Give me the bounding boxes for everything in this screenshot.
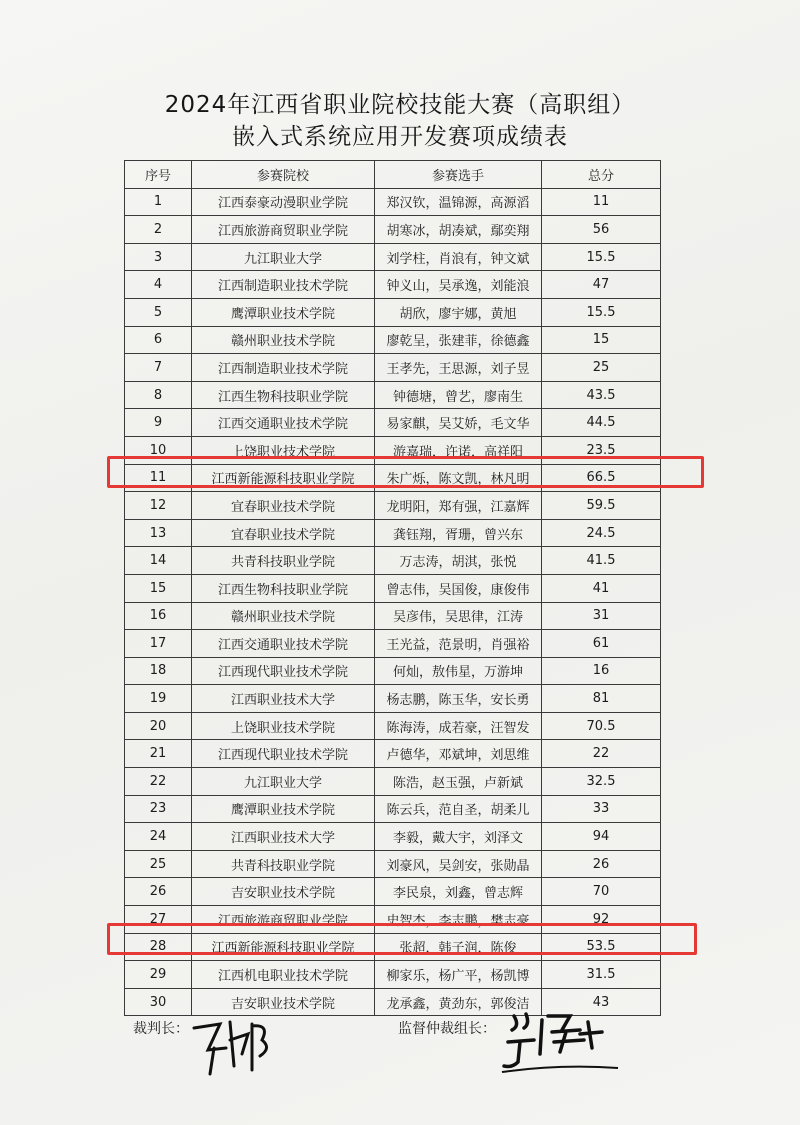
school-name: 鹰潭职业技术学院	[192, 298, 375, 326]
total-score: 25	[542, 354, 661, 382]
supervisor-label: 监督仲裁组长：	[398, 1021, 496, 1037]
highlight-box-row-11	[107, 456, 704, 488]
row-number: 6	[125, 326, 192, 354]
total-score: 70	[542, 878, 661, 906]
table-row	[125, 216, 661, 244]
contestant-names: 史智杰，李志鹏，樊志豪	[375, 906, 542, 934]
contestant-names: 李毅，戴大宇，刘泽文	[375, 823, 542, 851]
contestant-names: 刘豪风，吴剑安，张勋晶	[375, 850, 542, 878]
row-number: 23	[125, 795, 192, 823]
table-row	[125, 354, 661, 382]
total-score: 32.5	[542, 768, 661, 796]
total-score: 15	[542, 326, 661, 354]
school-name: 赣州职业技术学院	[192, 602, 375, 630]
contestant-names: 何灿，敖伟星，万游坤	[375, 657, 542, 685]
contestant-names: 郑汉钦，温锦源，高源滔	[375, 188, 542, 216]
total-score: 15.5	[542, 243, 661, 271]
document-title: 2024年江西省职业院校技能大赛（高职组）	[164, 92, 636, 118]
school-name: 江西现代职业技术学院	[192, 657, 375, 685]
row-number: 5	[125, 298, 192, 326]
school-name: 江西制造职业技术学院	[192, 354, 375, 382]
total-score: 94	[542, 823, 661, 851]
row-number: 25	[125, 850, 192, 878]
row-number: 7	[125, 354, 192, 382]
score-table	[124, 160, 661, 1016]
table-row	[125, 326, 661, 354]
contestant-names: 陈浩，赵玉强，卢新斌	[375, 768, 542, 796]
contestant-names: 曾志伟，吴国俊，康俊伟	[375, 574, 542, 602]
contestant-names: 龙明阳，郑有强，江嘉辉	[375, 492, 542, 520]
total-score: 33	[542, 795, 661, 823]
table-row	[125, 823, 661, 851]
contestant-names: 张超，韩子润，陈俊	[375, 933, 542, 961]
row-number: 30	[125, 988, 192, 1016]
school-name: 江西交通职业技术学院	[192, 409, 375, 437]
table-row	[125, 657, 661, 685]
total-score: 70.5	[542, 712, 661, 740]
school-name: 江西生物科技职业学院	[192, 381, 375, 409]
school-name: 江西新能源科技职业学院	[192, 464, 375, 492]
total-score: 59.5	[542, 492, 661, 520]
contestant-names: 陈海涛，成若豪，汪智发	[375, 712, 542, 740]
row-number: 22	[125, 768, 192, 796]
header-school: 参赛院校	[192, 161, 375, 189]
row-number: 4	[125, 271, 192, 299]
table-row	[125, 298, 661, 326]
contestant-names: 钟德塘，曾艺，廖南生	[375, 381, 542, 409]
row-number: 12	[125, 492, 192, 520]
school-name: 江西职业技术大学	[192, 823, 375, 851]
total-score: 41.5	[542, 547, 661, 575]
total-score: 26	[542, 850, 661, 878]
row-number: 29	[125, 961, 192, 989]
row-number: 10	[125, 436, 192, 464]
row-number: 13	[125, 519, 192, 547]
school-name: 九江职业大学	[192, 768, 375, 796]
contestant-names: 游嘉瑞，许诺，高祥阳	[375, 436, 542, 464]
school-name: 吉安职业技术学院	[192, 988, 375, 1016]
row-number: 24	[125, 823, 192, 851]
supervisor-signature	[500, 1006, 620, 1080]
contestant-names: 龙承鑫，黄劲东，郭俊洁	[375, 988, 542, 1016]
school-name: 江西泰豪动漫职业学院	[192, 188, 375, 216]
school-name: 江西交通职业技术学院	[192, 630, 375, 658]
table-row	[125, 602, 661, 630]
total-score: 16	[542, 657, 661, 685]
highlight-box-row-28	[107, 923, 697, 955]
school-name: 江西新能源科技职业学院	[192, 933, 375, 961]
row-number: 8	[125, 381, 192, 409]
judge-label: 裁判长：	[133, 1021, 189, 1037]
total-score: 15.5	[542, 298, 661, 326]
document-subtitle: 嵌入式系统应用开发赛项成绩表	[232, 124, 568, 150]
table-row	[125, 574, 661, 602]
table-row	[125, 271, 661, 299]
total-score: 66.5	[542, 464, 661, 492]
row-number: 15	[125, 574, 192, 602]
total-score: 31	[542, 602, 661, 630]
row-number: 26	[125, 878, 192, 906]
table-row	[125, 188, 661, 216]
row-number: 28	[125, 933, 192, 961]
table-row	[125, 795, 661, 823]
contestant-names: 李民泉，刘鑫，曾志辉	[375, 878, 542, 906]
school-name: 赣州职业技术学院	[192, 326, 375, 354]
contestant-names: 廖乾呈，张建菲，徐德鑫	[375, 326, 542, 354]
header-number: 序号	[125, 161, 192, 189]
table-row	[125, 740, 661, 768]
table-row	[125, 850, 661, 878]
contestant-names: 易家麒，吴艾娇，毛文华	[375, 409, 542, 437]
contestant-names: 吴彦伟，吴思律，江涛	[375, 602, 542, 630]
school-name: 九江职业大学	[192, 243, 375, 271]
school-name: 宜春职业技术学院	[192, 519, 375, 547]
header-total-score: 总分	[542, 161, 661, 189]
total-score: 31.5	[542, 961, 661, 989]
contestant-names: 刘学柱，肖浪有，钟文斌	[375, 243, 542, 271]
row-number: 27	[125, 906, 192, 934]
table-row	[125, 409, 661, 437]
school-name: 共青科技职业学院	[192, 850, 375, 878]
table-row	[125, 519, 661, 547]
total-score: 41	[542, 574, 661, 602]
contestant-names: 杨志鹏，陈玉华，安长勇	[375, 685, 542, 713]
total-score: 56	[542, 216, 661, 244]
contestant-names: 朱广烁，陈文凯，林凡明	[375, 464, 542, 492]
row-number: 1	[125, 188, 192, 216]
table-row	[125, 712, 661, 740]
table-row	[125, 243, 661, 271]
total-score: 47	[542, 271, 661, 299]
school-name: 江西现代职业技术学院	[192, 740, 375, 768]
contestant-names: 胡寒冰，胡凑斌，鄢奕翔	[375, 216, 542, 244]
row-number: 21	[125, 740, 192, 768]
row-number: 9	[125, 409, 192, 437]
contestant-names: 王光益，范景明，肖强裕	[375, 630, 542, 658]
school-name: 江西制造职业技术学院	[192, 271, 375, 299]
row-number: 14	[125, 547, 192, 575]
total-score: 22	[542, 740, 661, 768]
row-number: 18	[125, 657, 192, 685]
row-number: 3	[125, 243, 192, 271]
total-score: 43.5	[542, 381, 661, 409]
total-score: 24.5	[542, 519, 661, 547]
total-score: 44.5	[542, 409, 661, 437]
row-number: 16	[125, 602, 192, 630]
school-name: 鹰潭职业技术学院	[192, 795, 375, 823]
table-row	[125, 492, 661, 520]
school-name: 江西生物科技职业学院	[192, 574, 375, 602]
school-name: 共青科技职业学院	[192, 547, 375, 575]
row-number: 2	[125, 216, 192, 244]
table-row	[125, 381, 661, 409]
school-name: 宜春职业技术学院	[192, 492, 375, 520]
school-name: 江西旅游商贸职业学院	[192, 216, 375, 244]
row-number: 19	[125, 685, 192, 713]
school-name: 吉安职业技术学院	[192, 878, 375, 906]
total-score: 81	[542, 685, 661, 713]
contestant-names: 卢德华，邓斌坤，刘思维	[375, 740, 542, 768]
total-score: 53.5	[542, 933, 661, 961]
contestant-names: 万志涛，胡淇，张悦	[375, 547, 542, 575]
table-row	[125, 685, 661, 713]
contestant-names: 王孝先，王思源，刘子昱	[375, 354, 542, 382]
total-score: 61	[542, 630, 661, 658]
table-row	[125, 961, 661, 989]
contestant-names: 钟义山，吴承逸，刘能浪	[375, 271, 542, 299]
total-score: 11	[542, 188, 661, 216]
table-row	[125, 547, 661, 575]
school-name: 江西旅游商贸职业学院	[192, 906, 375, 934]
table-row	[125, 768, 661, 796]
total-score: 43	[542, 988, 661, 1016]
contestant-names: 龚钰翔，胥珊，曾兴东	[375, 519, 542, 547]
row-number: 11	[125, 464, 192, 492]
total-score: 23.5	[542, 436, 661, 464]
header-contestants: 参赛选手	[375, 161, 542, 189]
contestant-names: 胡欣，廖宇娜，黄旭	[375, 298, 542, 326]
school-name: 江西职业技术大学	[192, 685, 375, 713]
total-score: 92	[542, 906, 661, 934]
contestant-names: 柳家乐，杨广平，杨凯博	[375, 961, 542, 989]
table-header-row	[125, 161, 661, 189]
table-row	[125, 878, 661, 906]
judge-signature	[190, 1010, 300, 1080]
school-name: 上饶职业技术学院	[192, 712, 375, 740]
table-row	[125, 630, 661, 658]
contestant-names: 陈云兵，范自圣，胡柔儿	[375, 795, 542, 823]
row-number: 20	[125, 712, 192, 740]
school-name: 上饶职业技术学院	[192, 436, 375, 464]
row-number: 17	[125, 630, 192, 658]
school-name: 江西机电职业技术学院	[192, 961, 375, 989]
